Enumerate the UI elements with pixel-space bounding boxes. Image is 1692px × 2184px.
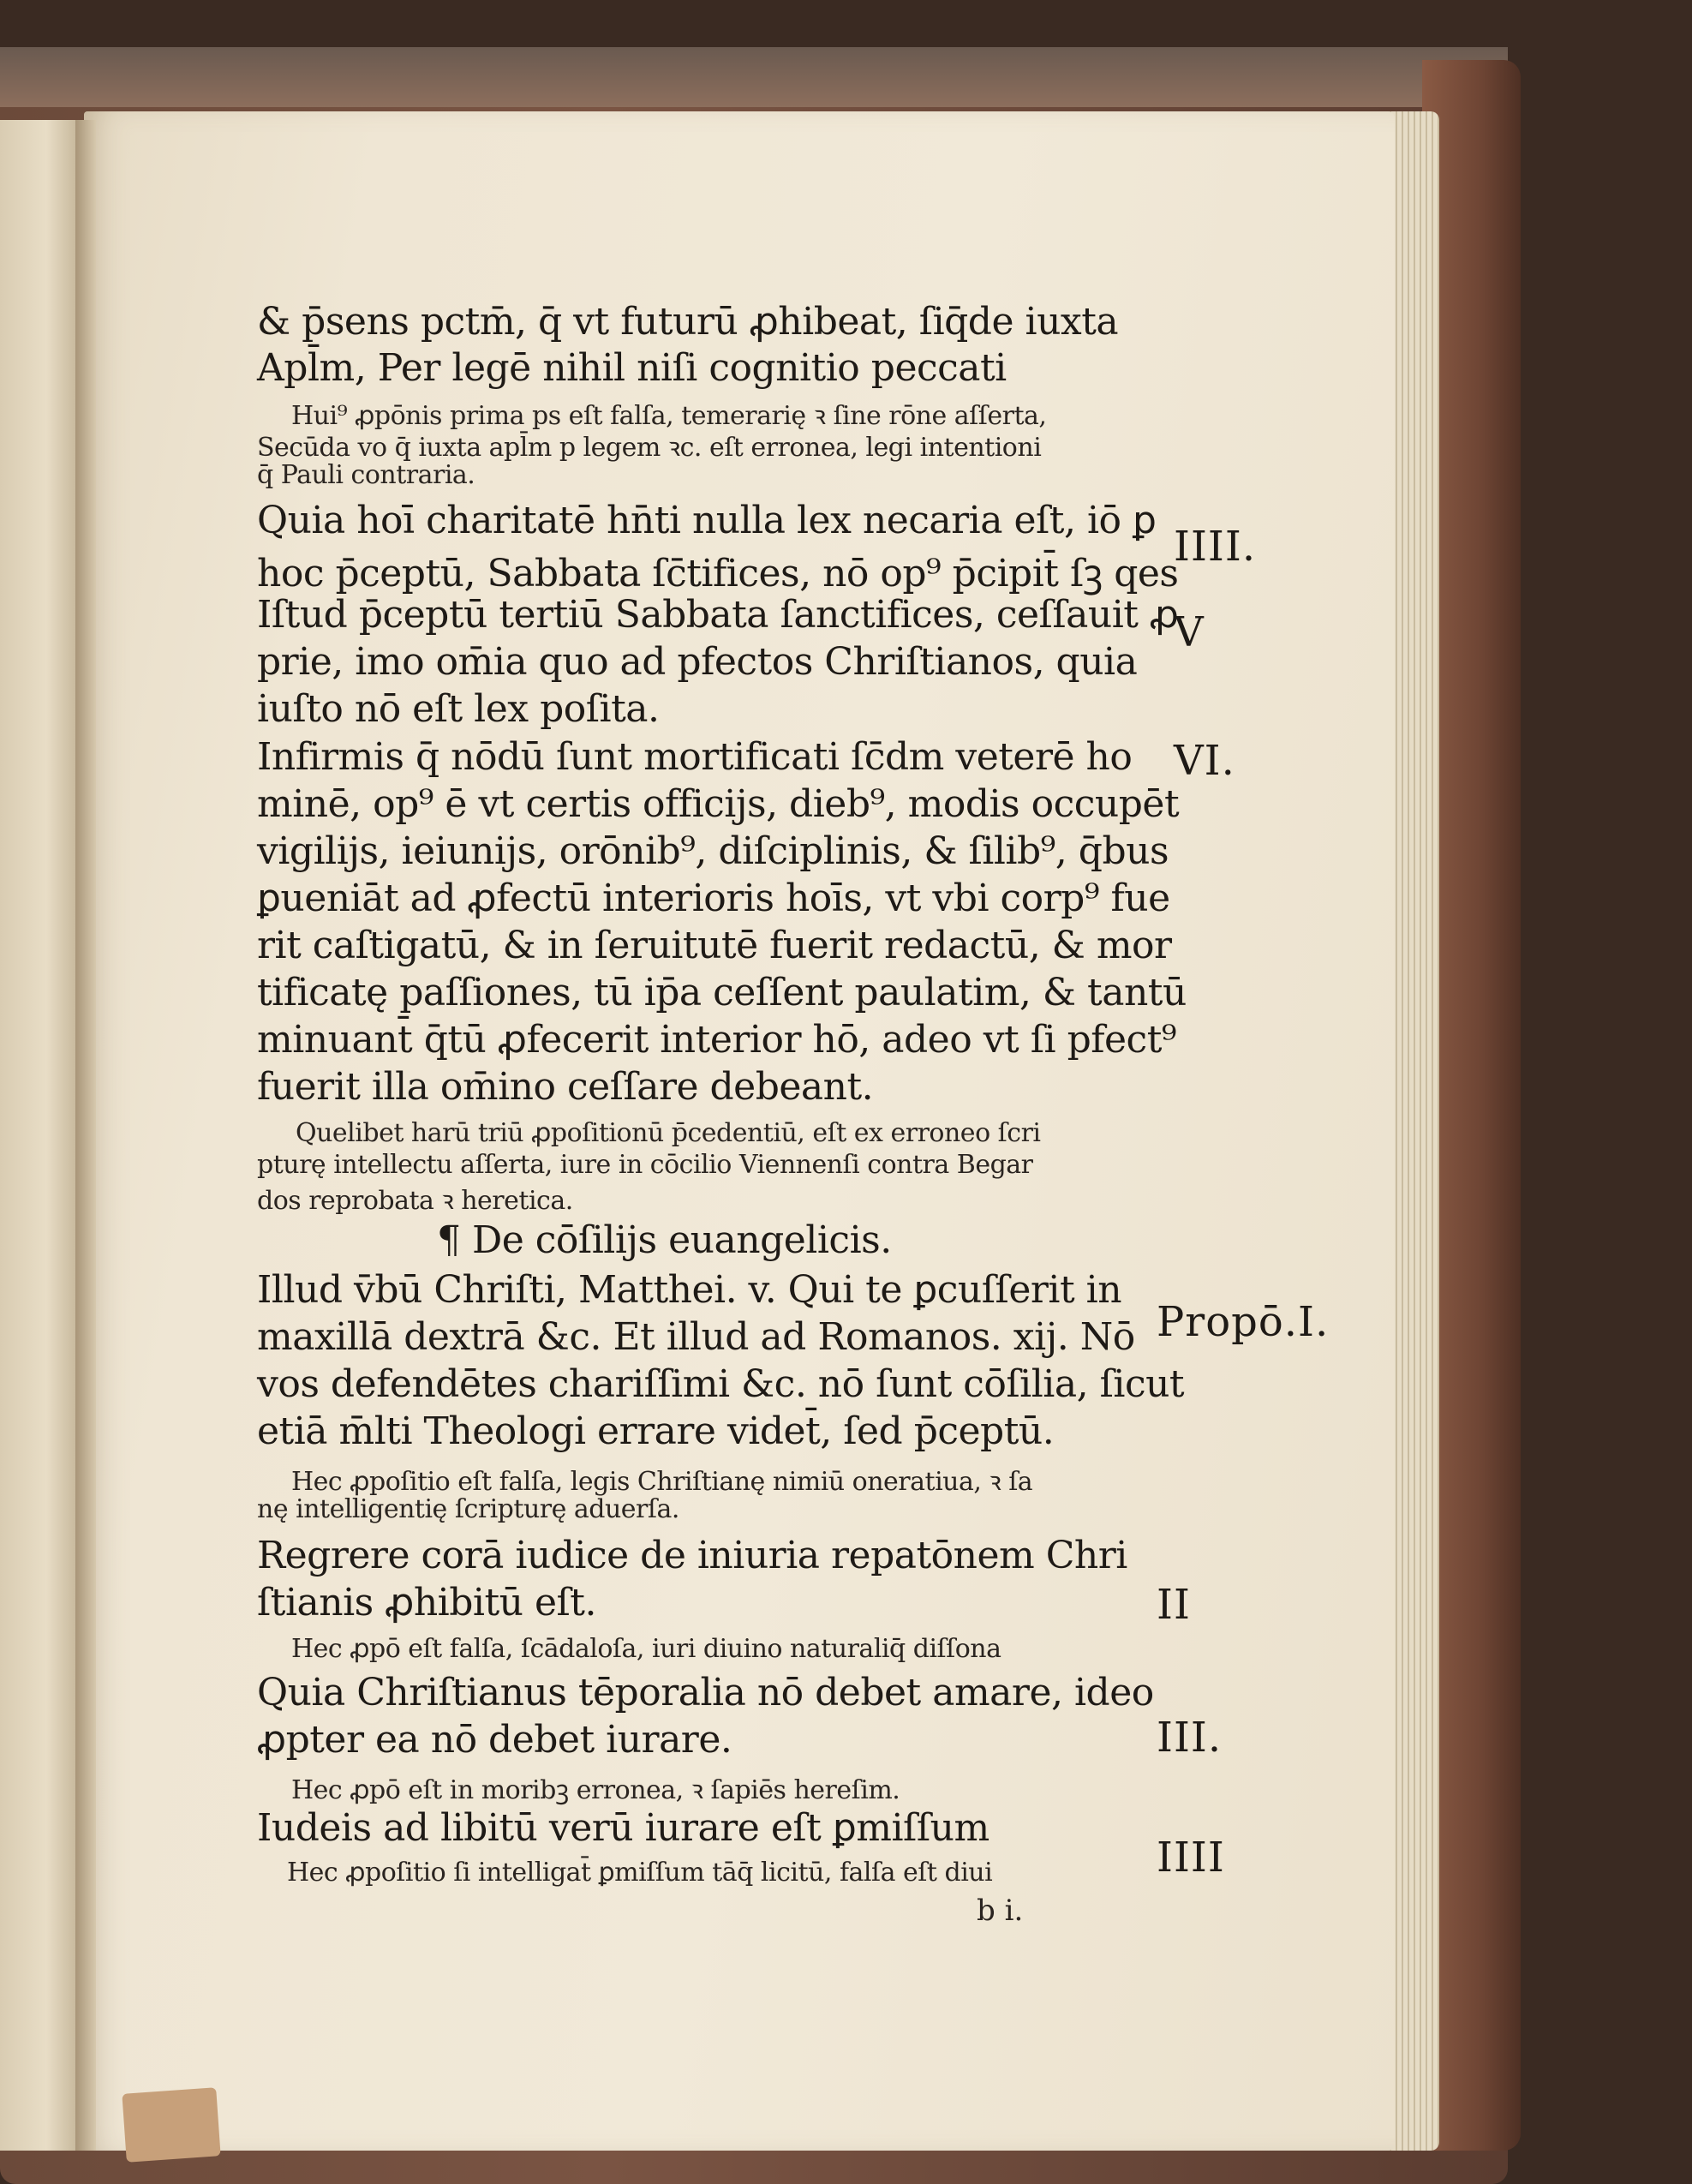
margin-number: IIII. (1174, 523, 1257, 571)
bookmark-tab (122, 2087, 220, 2162)
signature-mark: b i. (977, 1894, 1024, 1928)
text-line: minuant̄ q̄tū ꝓfecerit interior hō, adeo vt ſi pfect⁹ (257, 1018, 1177, 1062)
text-line: Apl̄m, Per legē nihil niſi cognitio peccati (257, 346, 1007, 390)
gutter (75, 120, 96, 2151)
margin-number: Propō.I. (1157, 1298, 1330, 1346)
margin-number: VI. (1174, 737, 1235, 785)
text-line: tificatę paſſiones, tū ip̄a ceſſent paulatim, & tantū (257, 971, 1187, 1014)
text-line: Infirmis q̄ nōdū ſunt mortificati ſc̄dm veterē ho (257, 735, 1133, 779)
facing-page (0, 120, 77, 2151)
margin-number: II (1157, 1581, 1191, 1629)
commentary-line: Hec ꝓpoſitio ſi intelligat̄ ꝑmiſſum tāq̄ licitū, falſa eſt diui (287, 1858, 993, 1888)
text-line: Quia hoī charitatē hn̄ti nulla lex necaria eſt, iō ꝑ (257, 499, 1157, 542)
text-line: etiā m̄lti Theologi errare videt̄, ſed p̄ceptū. (257, 1409, 1055, 1453)
section-heading: ¶ De cōſilijs euangelicis. (437, 1218, 892, 1262)
text-line: ſtianis ꝓhibitū eſt. (257, 1581, 596, 1625)
commentary-line: Hec ꝓpō eſt falſa, ſcādaloſa, iuri diuino naturaliq̄ diſſona (291, 1634, 1001, 1664)
commentary-line: Secūda vo q̄ iuxta apl̄m p legem ꝛc. eſt erronea, legi intentioni (257, 433, 1042, 463)
text-line: Iſtud p̄ceptū tertiū Sabbata ſanctifices, ceſſauit ꝓ (257, 593, 1179, 637)
text-line: hoc p̄ceptū, Sabbata ſc̄tifices, nō op⁹ p̄cipit̄ ſꝫ qes (257, 552, 1179, 595)
text-line: vigilijs, ieiunijs, orōnib⁹, diſciplinis, & ſilib⁹, q̄bus (257, 829, 1169, 873)
text-line: Regrere corā iudice de iniuria repatōnem Chri (257, 1534, 1127, 1577)
commentary-line: Hui⁹ ꝓpōnis prima ps eſt falſa, temerarię ꝛ ſine rōne aſſerta, (291, 401, 1047, 431)
text-line: minē, op⁹ ē vt certis officijs, dieb⁹, modis occupēt (257, 782, 1180, 826)
text-line: vos defendētes chariſſimi &c. nō ſunt cōſilia, ſicut (257, 1362, 1185, 1406)
text-line: ꝓpter ea nō debet iurare. (257, 1718, 732, 1762)
text-line: iuſto nō eſt lex poſita. (257, 687, 660, 731)
commentary-line: nę intelligentię ſcripturę aduerſa. (257, 1494, 679, 1524)
text-line: rit caſtigatū, & in ſeruitutē fuerit redactū, & mor (257, 924, 1172, 967)
text-line: prie, imo om̄ia quo ad pfectos Chriſtianos, quia (257, 640, 1138, 684)
text-line: Quia Chriſtianus tēporalia nō debet amare, ideo (257, 1671, 1154, 1714)
text-line: ꝑueniāt ad ꝓfectū interioris hoīs, vt vbi corp⁹ fue (257, 877, 1170, 920)
margin-number: III. (1157, 1714, 1223, 1762)
commentary-line: q̄ Pauli contraria. (257, 460, 475, 490)
text-line: Iudeis ad libitū verū iurare eſt ꝑmiſſum (257, 1806, 989, 1850)
margin-number: IIII (1157, 1834, 1225, 1882)
text-line: maxillā dextrā &c. Et illud ad Romanos. xij. Nō (257, 1315, 1135, 1359)
text-line: Illud v̄bū Chriſti, Matthei. v. Qui te ꝑcuſſerit in (257, 1268, 1122, 1312)
margin-number: V (1174, 608, 1205, 656)
text-line: fuerit illa om̄ino ceſſare debeant. (257, 1065, 874, 1109)
text-line: & p̄sens pctm̄, q̄ vt futurū ꝓhibeat, ſiq̄de iuxta (257, 300, 1119, 344)
commentary-line: Quelibet harū triū ꝓpoſitionū p̄cedentiū, eſt ex erroneo ſcri (296, 1118, 1041, 1148)
commentary-line: dos reprobata ꝛ heretica. (257, 1186, 573, 1216)
book-top-edge (0, 47, 1508, 107)
commentary-line: Hec ꝓpō eſt in moribꝫ erronea, ꝛ ſapiēs hereſim. (291, 1775, 900, 1805)
commentary-line: Hec ꝓpoſitio eſt falſa, legis Chriſtianę nimiū oneratiua, ꝛ ſa (291, 1467, 1033, 1497)
commentary-line: pturę intellectu aſſerta, iure in cōcilio Viennenſi contra Begar (257, 1150, 1033, 1180)
